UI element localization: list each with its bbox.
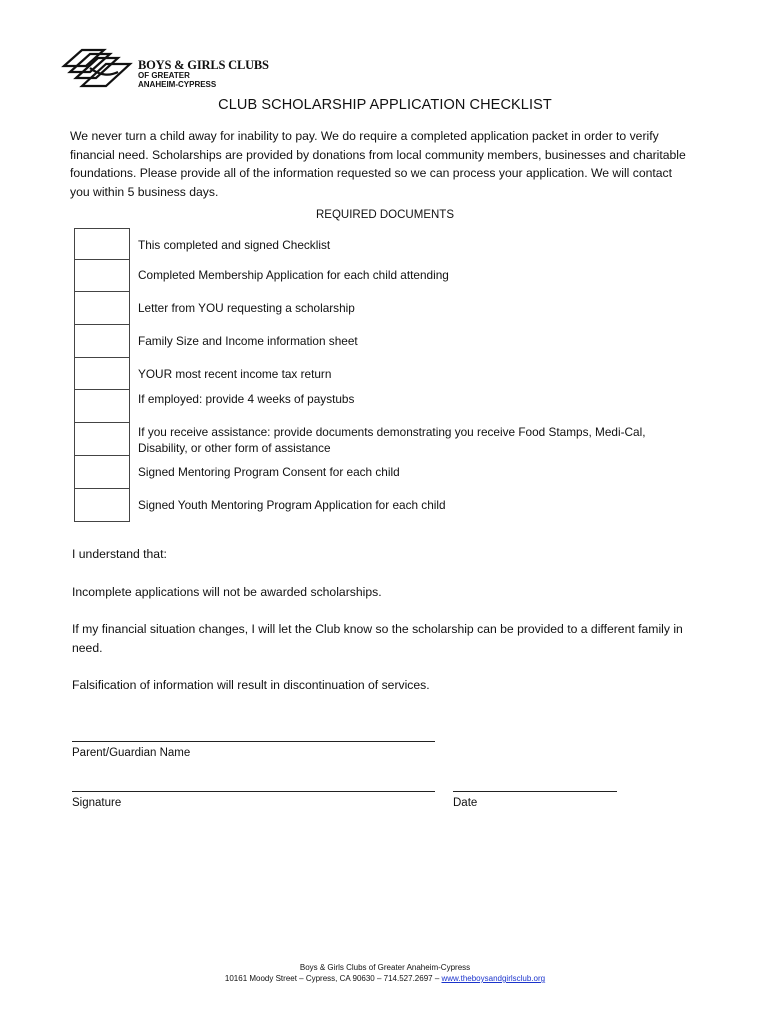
checklist-item-label: Signed Youth Mentoring Program Application for each child [138, 498, 446, 512]
checklist-item-label: Completed Membership Application for each child attending [138, 268, 449, 282]
parent-name-label: Parent/Guardian Name [72, 747, 191, 759]
checkbox[interactable] [74, 228, 130, 260]
checklist-item-label: YOUR most recent income tax return [138, 367, 332, 381]
checkbox[interactable] [74, 389, 130, 423]
required-documents-heading: REQUIRED DOCUMENTS [315, 209, 454, 221]
date-label: Date [453, 797, 478, 809]
checklist-item-label: If employed: provide 4 weeks of paystubs [138, 392, 355, 406]
checkbox[interactable] [74, 324, 130, 358]
signature-line[interactable] [72, 791, 435, 792]
statement-incomplete: Incomplete applications will not be awarded scholarships. [72, 585, 382, 599]
checkbox[interactable] [74, 488, 130, 522]
signature-label: Signature [72, 797, 122, 809]
intro-paragraph: We never turn a child away for inability to pay. We do require a completed application packet in order to verify financial need. Scholarships are provided by donations from local community members, businesses and charitable foundations. Please provide all of the information requested so we can process your application. We will contact you within 5 business days. [70, 129, 686, 199]
org-name: BOYS & GIRLS CLUBS [138, 58, 269, 72]
footer-org: Boys & Girls Clubs of Greater Anaheim-Cypress [299, 963, 471, 972]
checklist-item-label: If you receive assistance: provide documents demonstrating you receive Food Stamps, Medi-Cal, Disability, or other form of assistance [138, 425, 646, 455]
footer-address [0, 973, 770, 984]
parent-name-line[interactable] [72, 741, 435, 742]
checklist-item-label: Family Size and Income information sheet [138, 334, 358, 348]
date-line[interactable] [453, 791, 617, 792]
website-link[interactable]: www.theboysandgirlsclub.org [441, 974, 546, 983]
org-logo [60, 46, 270, 92]
checkbox[interactable] [74, 455, 130, 489]
checklist-item-label: Signed Mentoring Program Consent for each child [138, 465, 400, 479]
org-subtitle-line-2: ANAHEIM-CYPRESS [138, 79, 217, 89]
org-subtitle-line-1: OF GREATER [138, 71, 190, 80]
understand-heading: I understand that: [72, 547, 167, 561]
hands-logo-icon [60, 46, 134, 92]
checkbox[interactable] [74, 357, 130, 390]
page-footer [0, 962, 770, 984]
checkbox[interactable] [74, 291, 130, 325]
footer-address-text: 10161 Moody Street – Cypress, CA 90630 – 714.527.2697 – [224, 974, 442, 983]
checkbox[interactable] [74, 259, 130, 292]
page-title: CLUB SCHOLARSHIP APPLICATION CHECKLIST [218, 97, 552, 113]
statement-falsification: Falsification of information will result in discontinuation of services. [72, 678, 430, 692]
checklist-item-label: This completed and signed Checklist [138, 238, 331, 252]
statement-financial-change: If my financial situation changes, I will let the Club know so the scholarship can be provided to a different family in need. [72, 622, 683, 655]
org-subtitle [138, 72, 216, 89]
checklist-item-label: Letter from YOU requesting a scholarship [138, 301, 355, 315]
checkbox[interactable] [74, 422, 130, 456]
